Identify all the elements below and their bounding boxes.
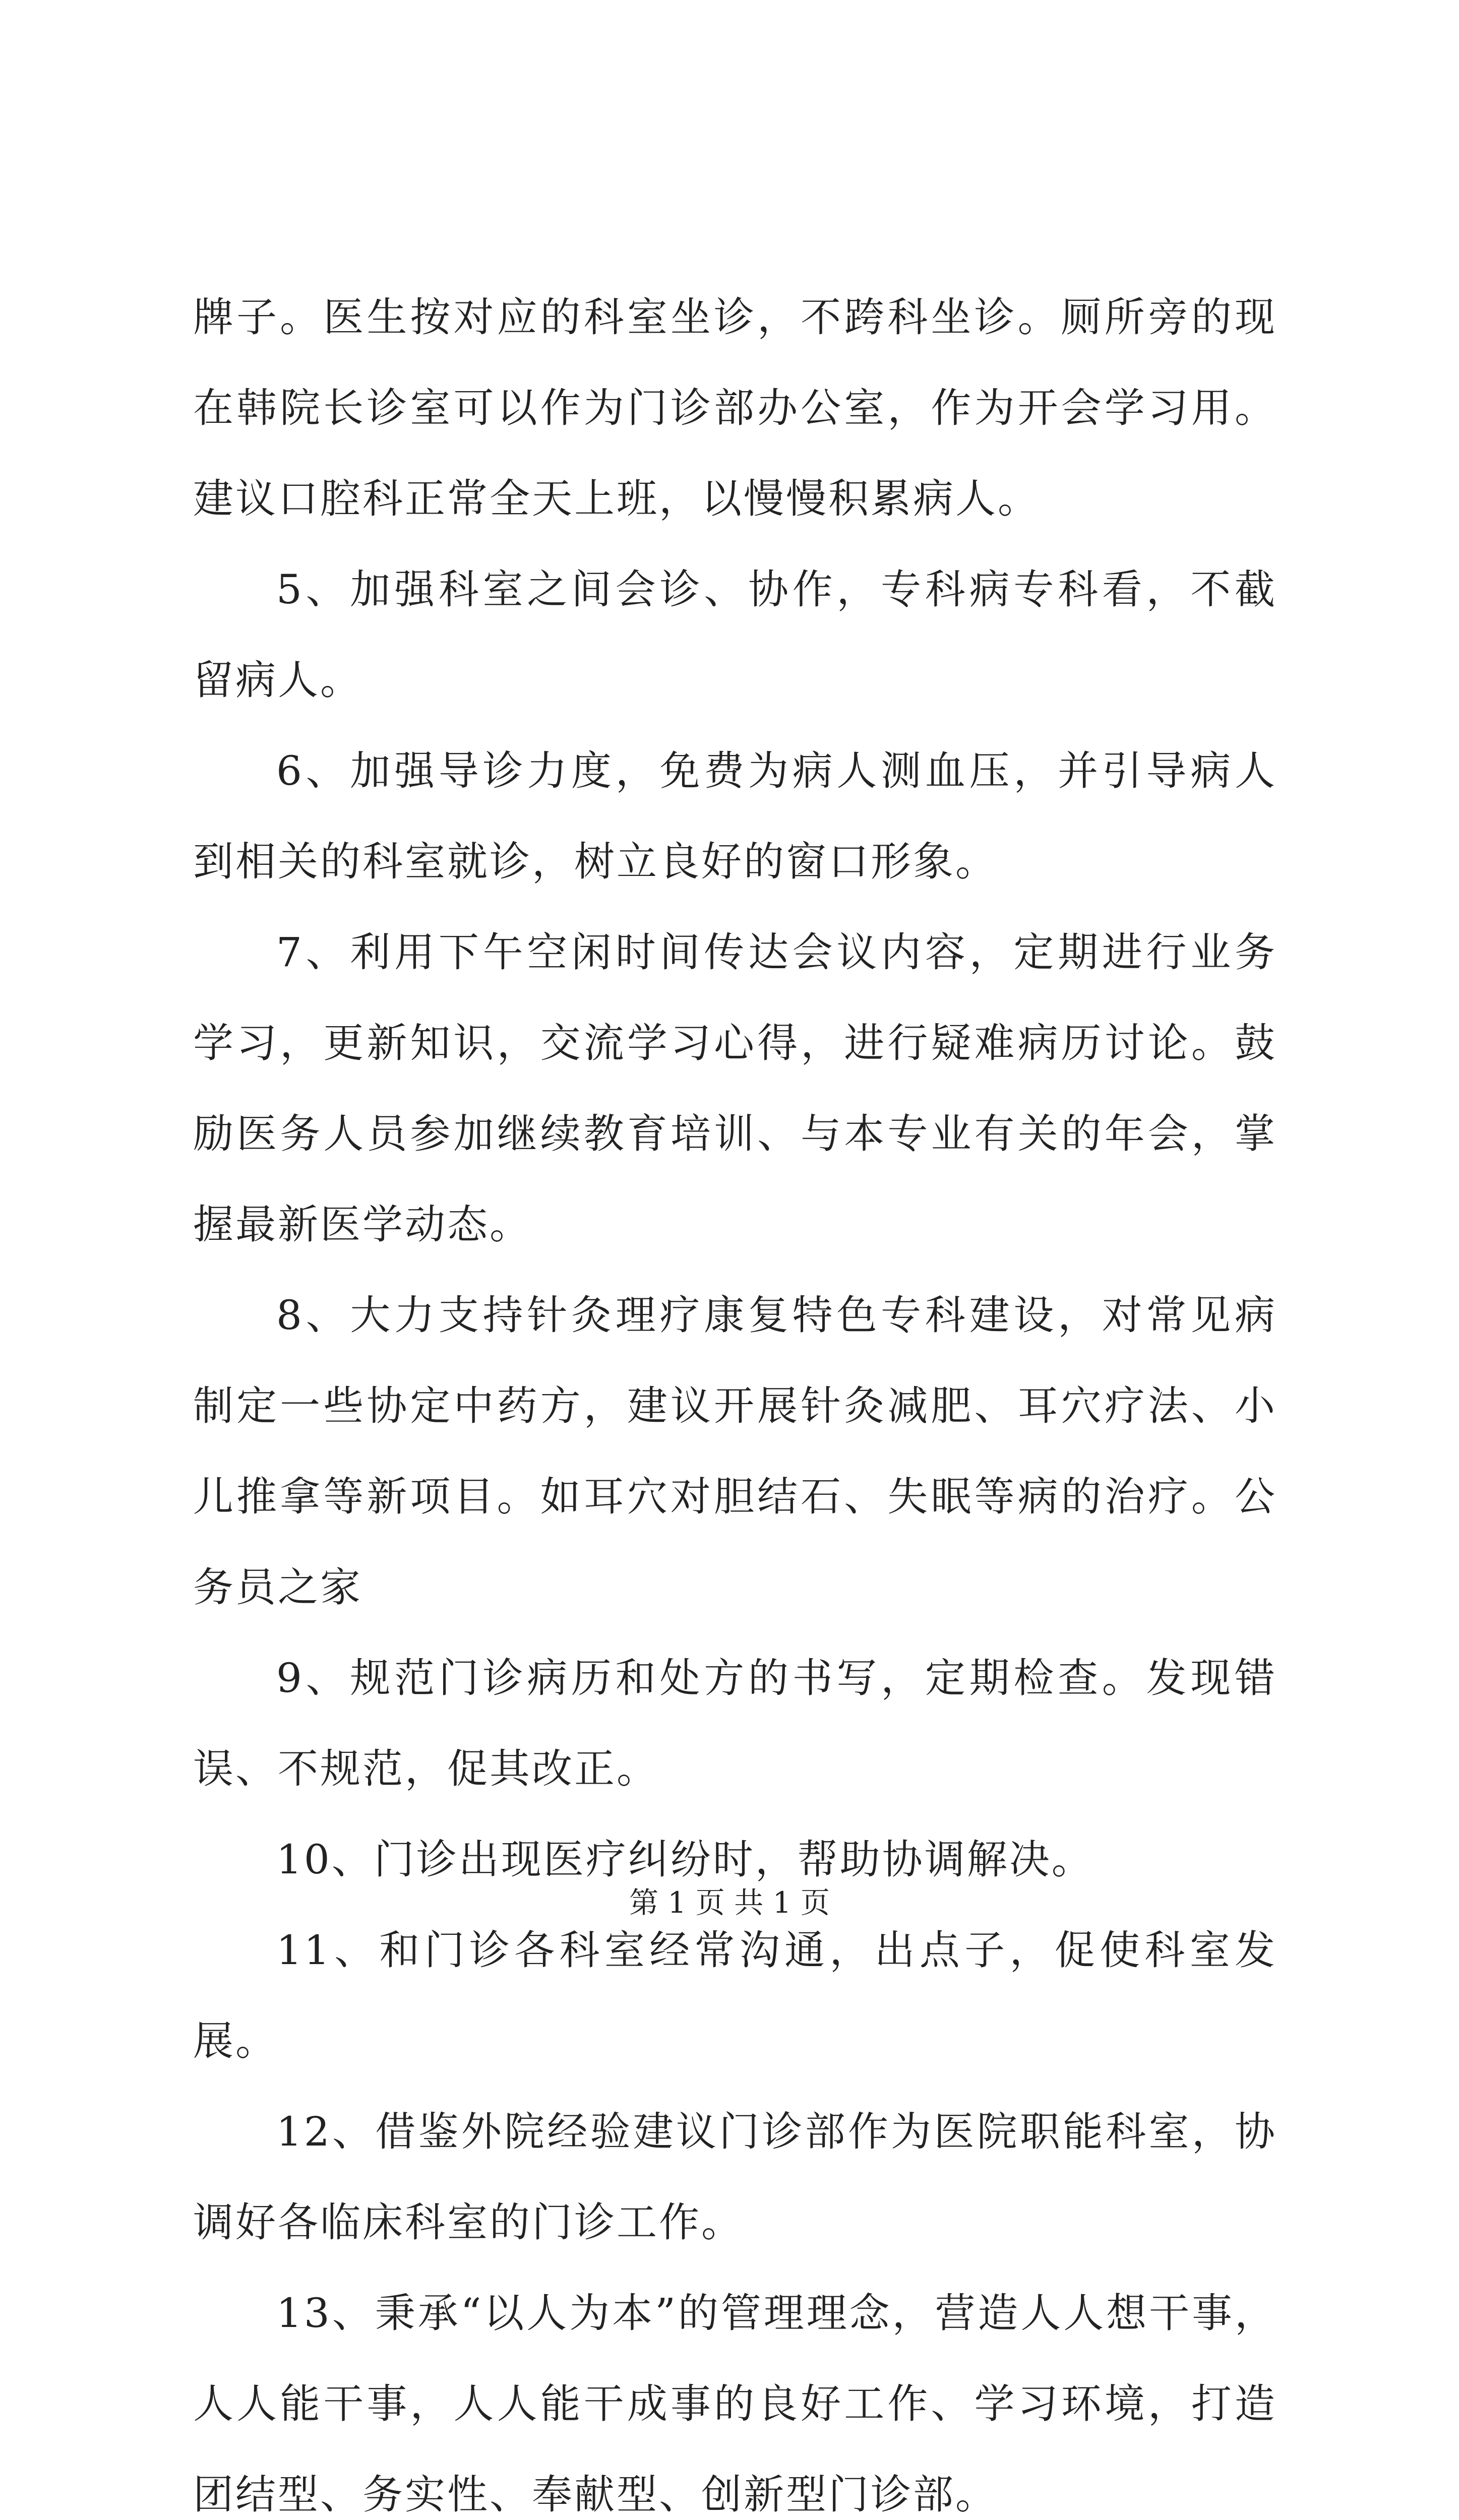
paragraph-item-10: 10、门诊出现医疗纠纷时，帮助协调解决。 xyxy=(276,1836,1094,1883)
paragraph-continuation: 牌子。医生按对应的科室坐诊，不跨科坐诊。厕所旁的现在韩院长诊室可以作为门诊部办公室，作为开会学习用。建议口腔科正常全天上班，以慢慢积累病人。 xyxy=(193,294,1277,522)
paragraph-item-8: 8、大力支持针灸理疗康复特色专科建设，对常见病制定一些协定中药方，建议开展针灸减肥、耳穴疗法、小儿推拿等新项目。如耳穴对胆结石、失眠等病的治疗。公务员之家 xyxy=(193,1292,1277,1611)
paragraph-item-9: 9、规范门诊病历和处方的书写，定期检查。发现错误、不规范，促其改正。 xyxy=(193,1655,1277,1792)
paragraph-item-12: 12、借鉴外院经验建议门诊部作为医院职能科室，协调好各临床科室的门诊工作。 xyxy=(193,2108,1277,2246)
paragraph-item-13: 13、秉承“以人为本”的管理理念，营造人人想干事，人人能干事，人人能干成事的良好工作、学习环境，打造团结型、务实性、奉献型、创新型门诊部。 xyxy=(193,2290,1277,2518)
paragraph-item-7: 7、利用下午空闲时间传达会议内容，定期进行业务学习，更新知识，交流学习心得，进行疑难病历讨论。鼓励医务人员参加继续教育培训、与本专业有关的年会，掌握最新医学动态。 xyxy=(193,929,1277,1248)
document-body xyxy=(193,272,1277,2520)
page-footer: 第 1 页 共 1 页 xyxy=(629,1885,830,1920)
paragraph-item-5: 5、加强科室之间会诊、协作，专科病专科看，不截留病人。 xyxy=(193,566,1277,704)
paragraph-item-6: 6、加强导诊力度，免费为病人测血压，并引导病人到相关的科室就诊，树立良好的窗口形象。 xyxy=(193,747,1277,885)
paragraph-item-11: 11、和门诊各科室经常沟通，出点子，促使科室发展。 xyxy=(193,1927,1277,2064)
